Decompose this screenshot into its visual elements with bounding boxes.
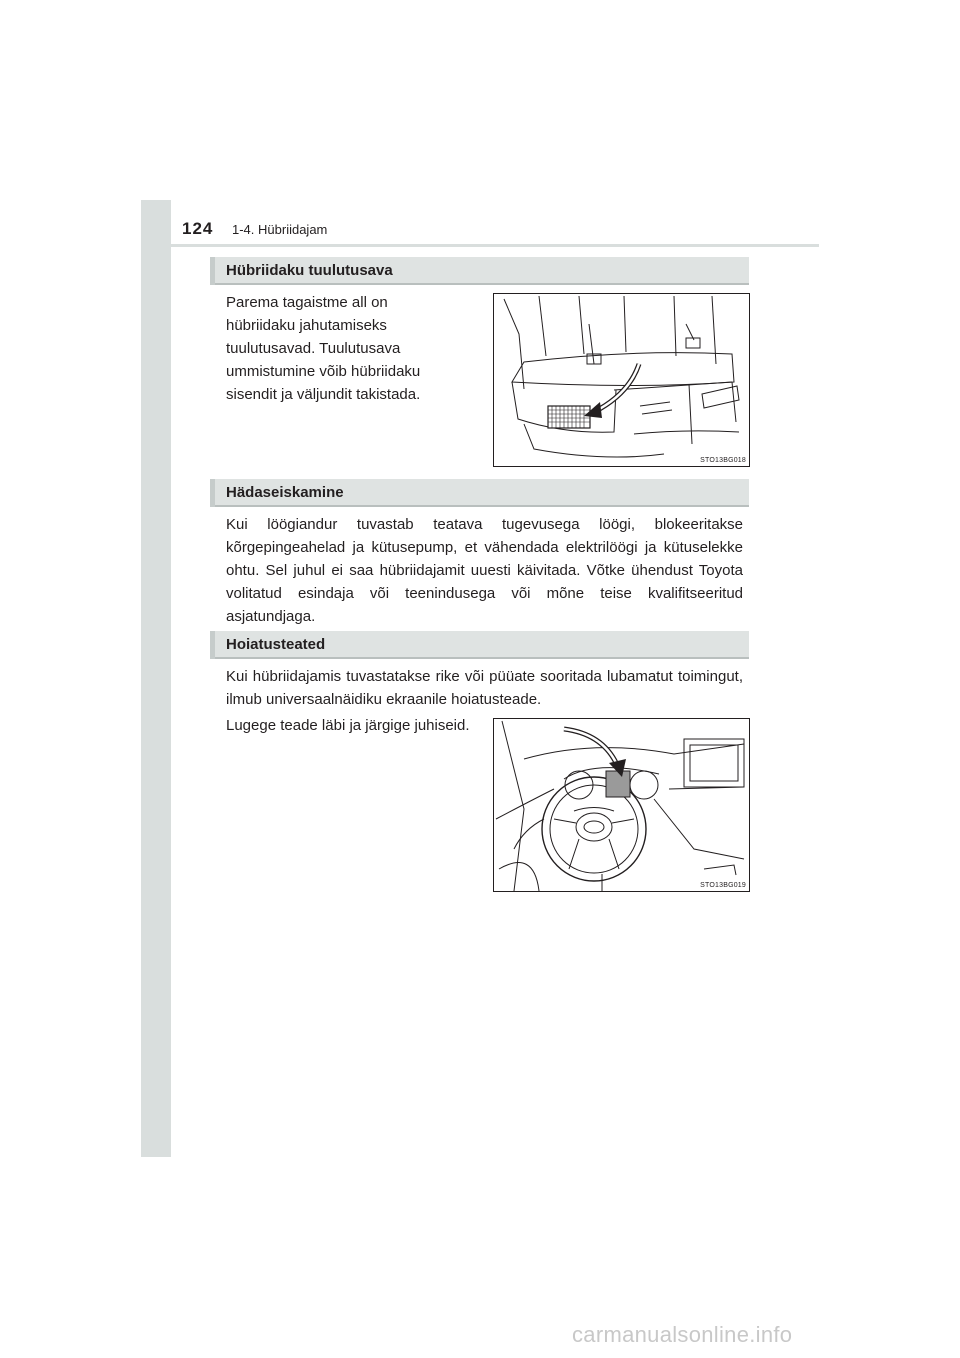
rear-seat-vent-drawing: [494, 294, 749, 466]
emergency-paragraph: Kui löögiandur tuvastab teatava tugevusega löögi, blokeeritakse kõrgepingeahelad ja kütusepump, et vähendada elektrilöögi ja kütuselekke ohtu. Sel juhul ei saa hübriidajamit uuesti käivitada. Võtke ühendust Toyota volitatud esindaja või teenindusega või mõne teise kvalifitseeritud asjatundjaga.: [226, 516, 743, 625]
dashboard-display-illustration: [493, 718, 750, 892]
page-number: 124: [182, 219, 214, 238]
section-heading-emergency: Hädaseiskamine: [210, 479, 749, 507]
header-rule: [171, 244, 819, 247]
warnings-instruction: Lugege teade läbi ja järgige juhiseid.: [226, 717, 470, 734]
multi-information-display: [606, 771, 630, 797]
watermark: carmanualsonline.info: [572, 1322, 793, 1347]
rear-seat-vent-illustration: [493, 293, 750, 467]
vent-paragraph: Parema tagaistme all on hübriidaku jahutamiseks tuulutusavad. Tuulutusava ummistumine võib hübriidaku sisendit ja väljundit takistada.: [226, 294, 421, 403]
figure-code: STO13BG018: [700, 457, 746, 464]
figure-code: STO13BG019: [700, 882, 746, 889]
section-heading-warnings: Hoiatusteated: [210, 631, 749, 659]
warnings-paragraph: Kui hübriidajamis tuvastatakse rike või püüate sooritada lubamatut toimingut, ilmub universaalnäidiku ekraanile hoiatusteade.: [226, 668, 743, 708]
section-heading-vent: Hübriidaku tuulutusava: [210, 257, 749, 285]
chapter-sidebar-tab: [141, 200, 171, 1157]
arrow-to-vent: [594, 364, 639, 412]
dashboard-drawing: [494, 719, 749, 891]
vent-grille: [548, 406, 590, 428]
chapter-title: 1-4. Hübriidajam: [232, 222, 328, 237]
